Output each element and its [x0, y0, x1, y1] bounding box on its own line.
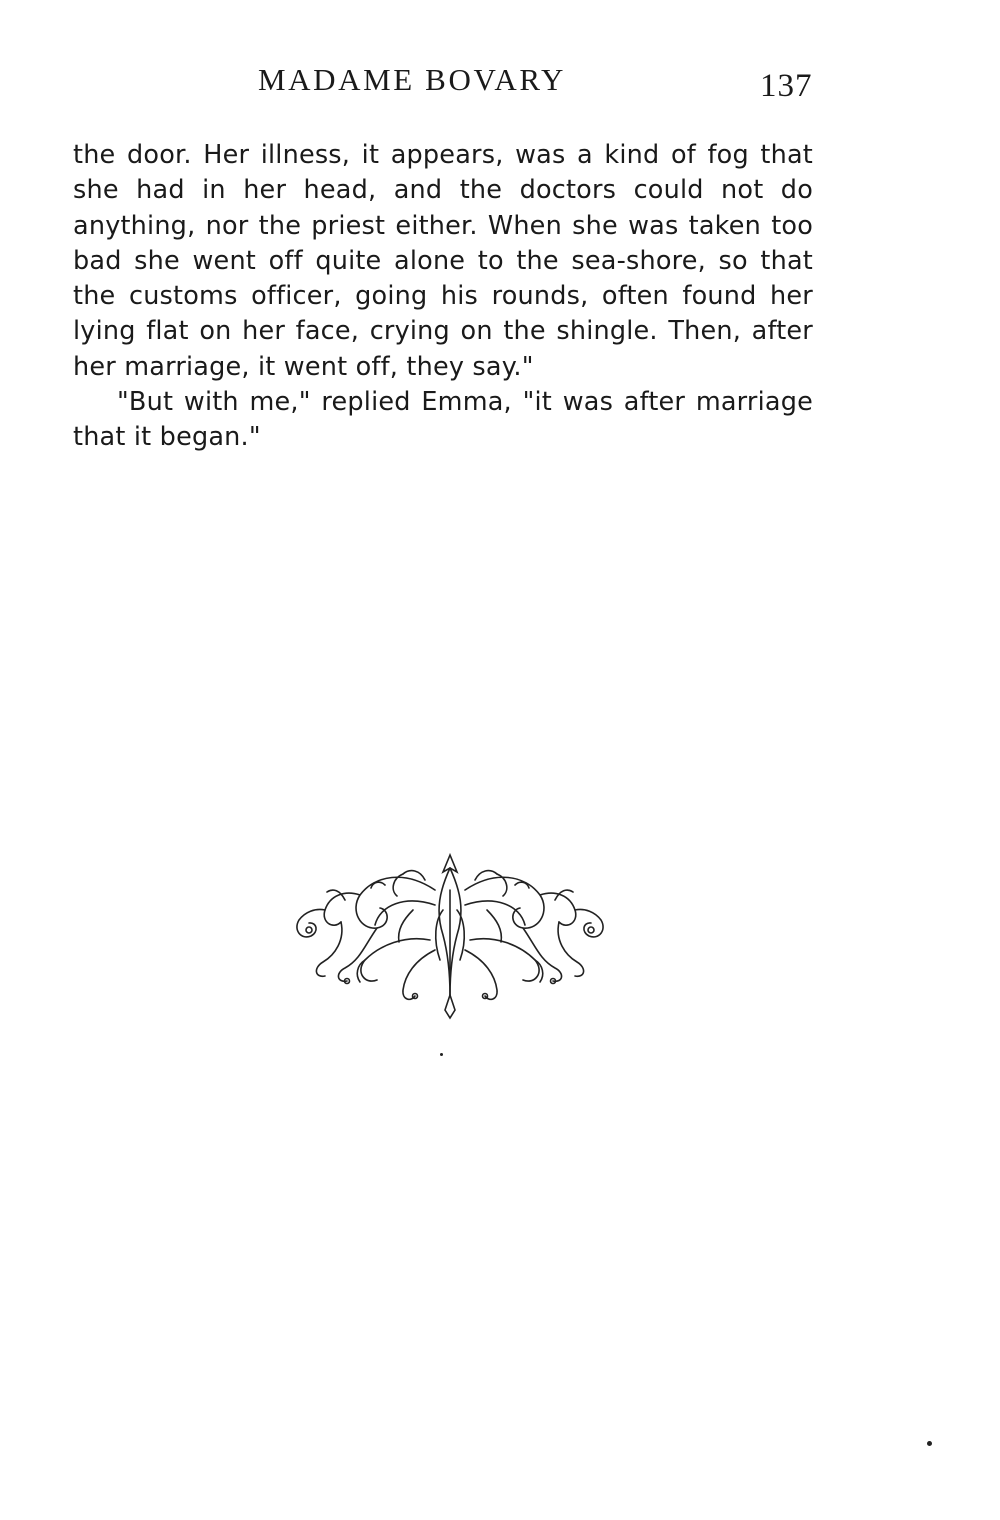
floral-ornament-icon: [285, 850, 615, 1020]
running-head-title: MADAME BOVARY: [258, 62, 566, 97]
page-number: 137: [760, 68, 813, 104]
stray-ink-dot: [440, 1053, 443, 1056]
body-text: [73, 138, 813, 456]
stray-ink-dot: [927, 1441, 932, 1446]
paragraph-1: the door. Her illness, it appears, was a kind of fog that she had in her head, and the doctors could not do anything, nor the priest either. When she was taken too bad she went off quite alone to the sea-shore, so that the customs officer, going his rounds, often found her lying flat on her face, crying on the shingle. Then, after her marriage, it went off, they say.": [73, 140, 813, 382]
paragraph-2: "But with me," replied Emma, "it was after marriage that it began.": [73, 387, 813, 453]
